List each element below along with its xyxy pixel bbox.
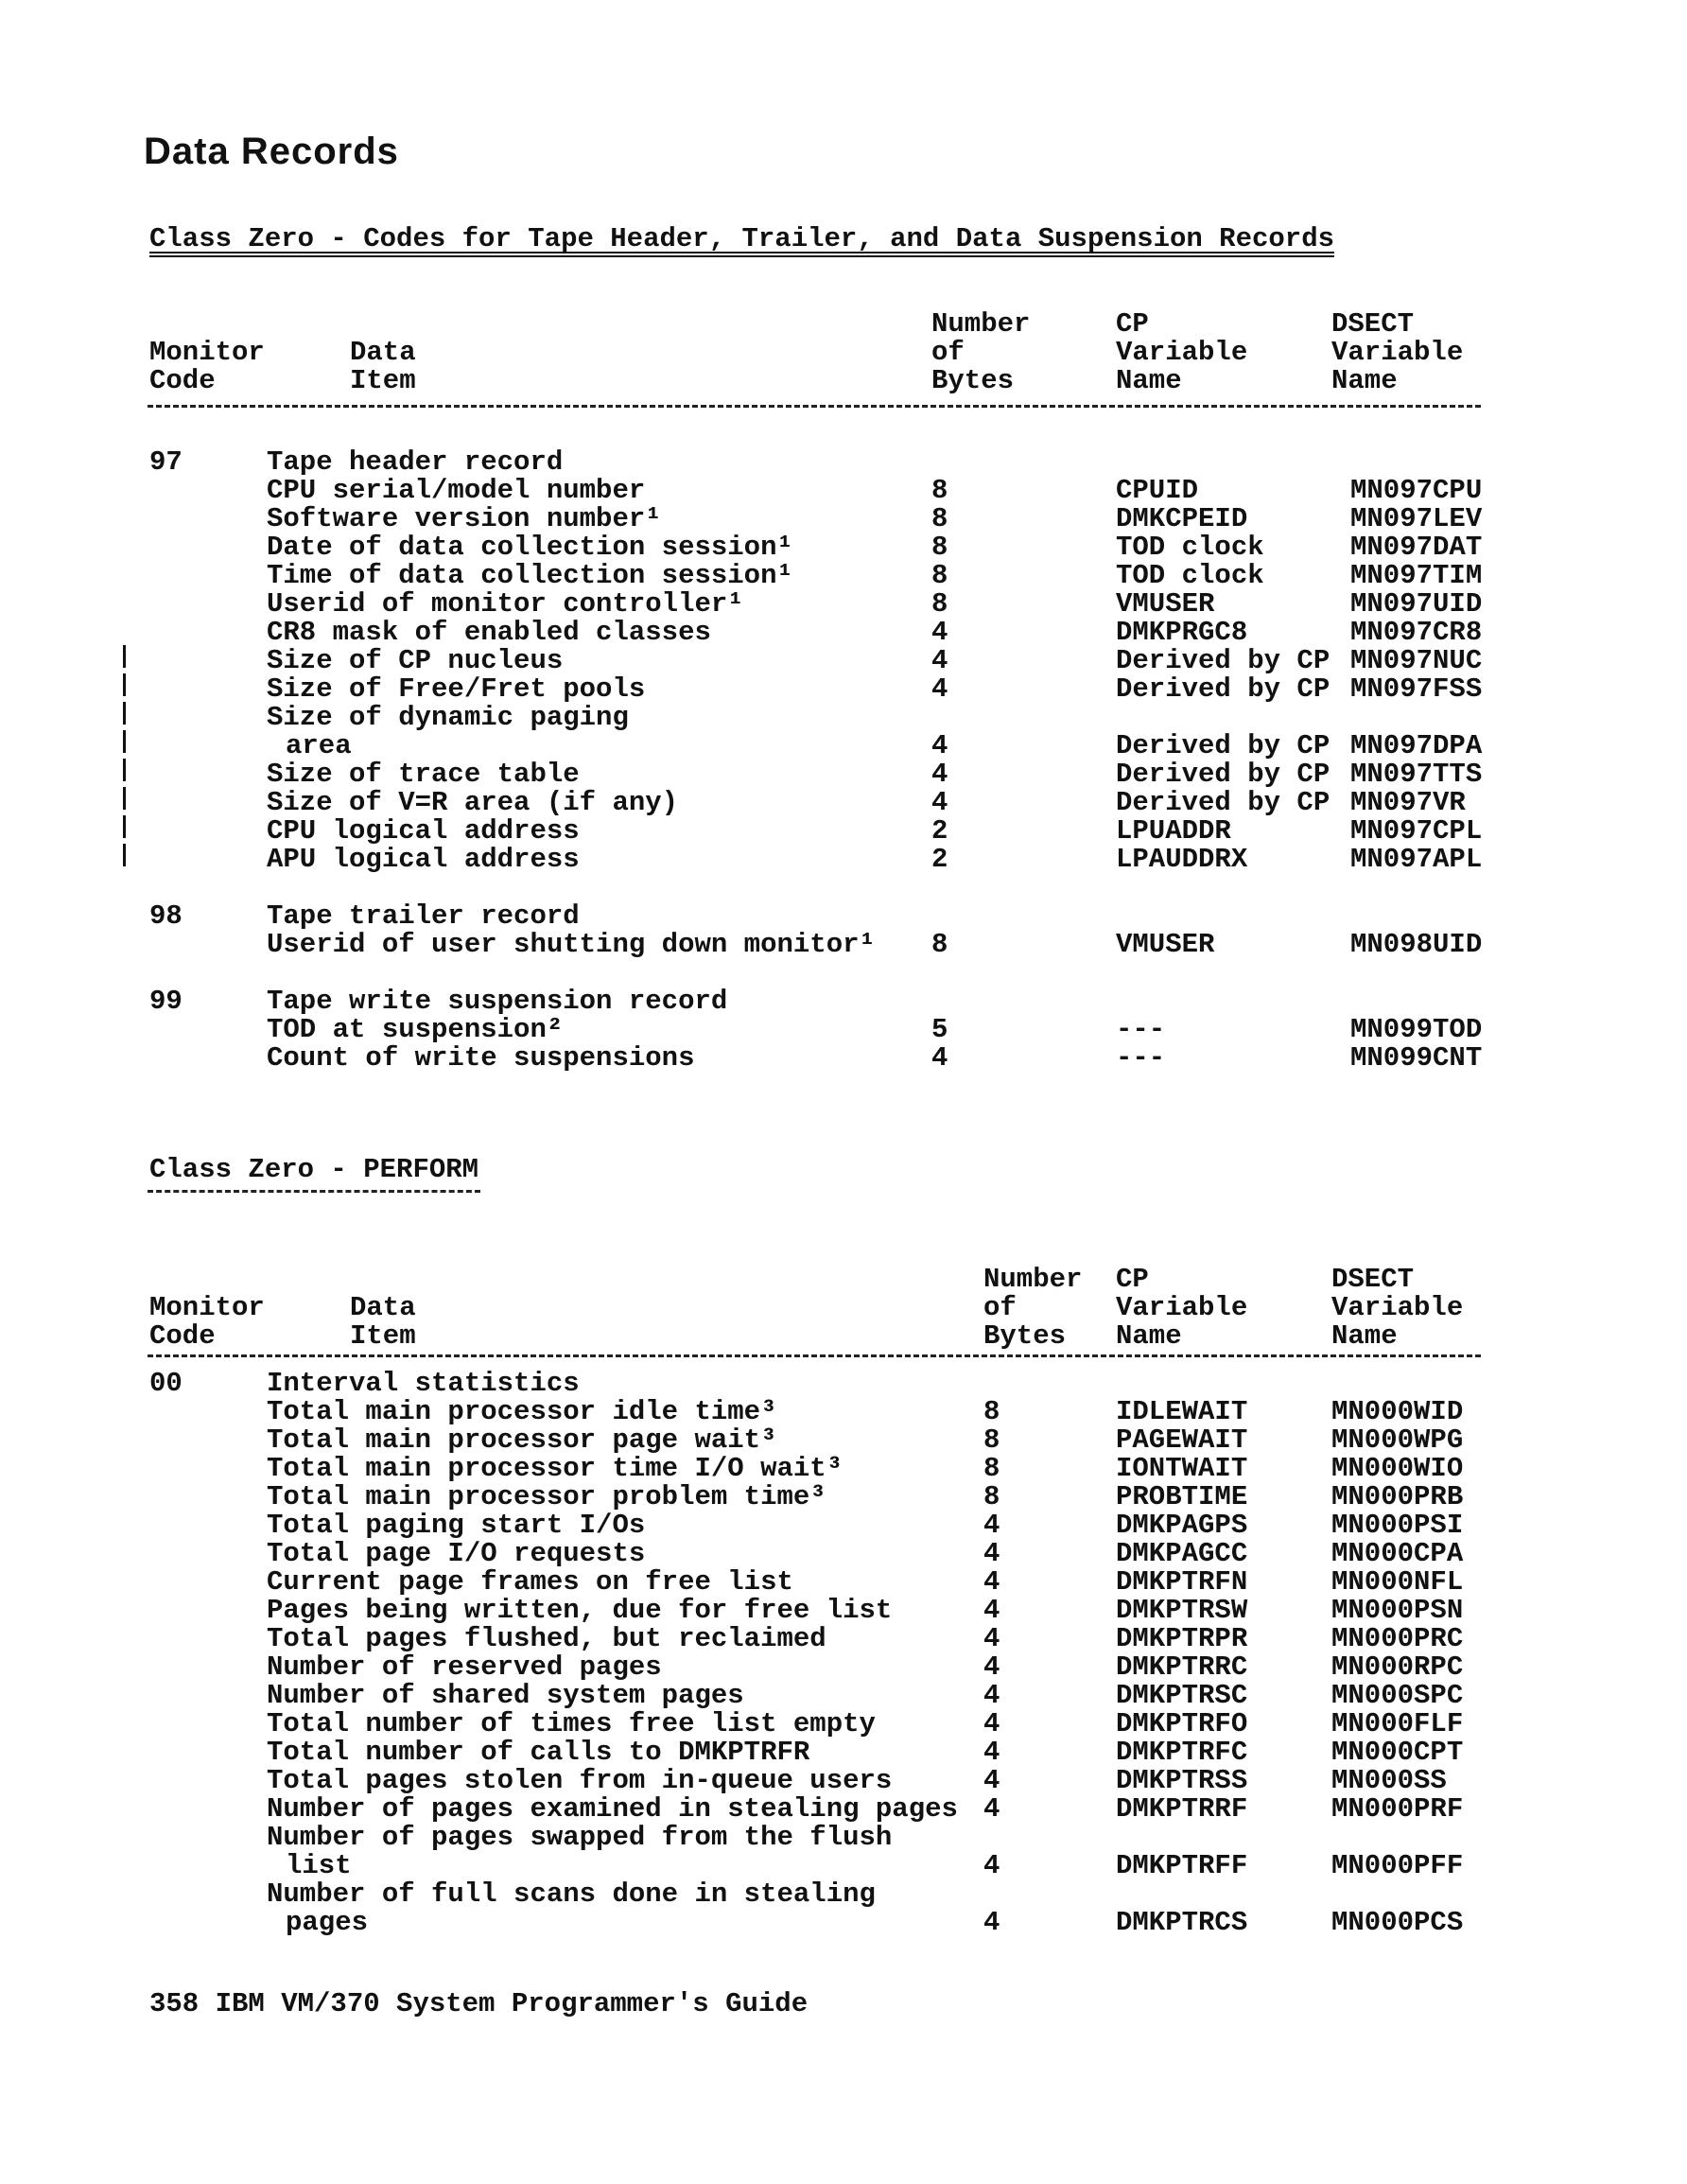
data-item: Number of shared system pages (267, 1680, 744, 1711)
byte-count: 4 (931, 759, 948, 790)
dsect-variable: MN000CPA (1331, 1538, 1464, 1569)
data-item: APU logical address (267, 844, 580, 875)
dsect-variable: MN000PFF (1331, 1850, 1464, 1881)
data-item: pages (286, 1907, 369, 1938)
dsect-variable: MN000PRC (1331, 1623, 1464, 1654)
header-code: Monitor (149, 1292, 265, 1323)
byte-count: 4 (931, 645, 948, 676)
section-title-tape-records: Class Zero - Codes for Tape Header, Trailer, and Data Suspension Records (149, 223, 1335, 254)
dsect-variable: MN097NUC (1350, 645, 1483, 676)
data-item: Number of reserved pages (267, 1651, 662, 1683)
dsect-variable: MN097UID (1350, 588, 1483, 620)
byte-count: 4 (983, 1623, 1000, 1654)
header-dsect: Name (1331, 1320, 1398, 1352)
byte-count: 8 (931, 588, 948, 620)
table-row (0, 1511, 1687, 1540)
data-item: Total main processor idle time³ (267, 1396, 777, 1427)
header-bytes: of (983, 1292, 1017, 1323)
table-row (0, 477, 1687, 505)
dsect-variable: MN099CNT (1350, 1042, 1483, 1074)
byte-count: 5 (931, 1014, 948, 1045)
byte-count: 4 (983, 1566, 1000, 1598)
header-item: Data (350, 337, 416, 368)
data-item: Time of data collection session¹ (267, 560, 793, 591)
dsect-variable: MN097APL (1350, 844, 1483, 875)
byte-count: 8 (931, 475, 948, 506)
table-row (0, 647, 1687, 675)
byte-count: 8 (931, 560, 948, 591)
data-item: Interval statistics (267, 1368, 580, 1399)
data-item: Number of pages examined in stealing pages (267, 1793, 958, 1825)
table-row (0, 1880, 1687, 1909)
dsect-variable: MN000PSN (1331, 1595, 1464, 1626)
data-item: Number of full scans done in stealing (267, 1878, 876, 1910)
dsect-variable: MN000CPT (1331, 1737, 1464, 1768)
header-cp: Variable (1116, 337, 1248, 368)
data-item: Software version number¹ (267, 503, 662, 534)
section-title-underline (148, 1190, 480, 1193)
data-item: CPU serial/model number (267, 475, 646, 506)
table-row (0, 590, 1687, 619)
dsect-variable: MN097VR (1350, 787, 1466, 818)
data-item: Size of V=R area (if any) (267, 787, 679, 818)
header-dsect: Name (1331, 365, 1398, 396)
cp-variable: DMKPTRFF (1116, 1850, 1248, 1881)
table-row (0, 1370, 1687, 1398)
data-item: Number of pages swapped from the flush (267, 1822, 893, 1853)
table-row (0, 1653, 1687, 1682)
table-row (0, 1398, 1687, 1426)
byte-count: 4 (983, 1680, 1000, 1711)
data-item: Size of CP nucleus (267, 645, 564, 676)
cp-variable: PAGEWAIT (1116, 1424, 1248, 1456)
page-footer: 358 IBM VM/370 System Programmer's Guide (149, 1988, 809, 2019)
byte-count: 4 (983, 1793, 1000, 1825)
data-item: Current page frames on free list (267, 1566, 793, 1598)
header-code: Monitor (149, 337, 265, 368)
dsect-variable: MN000PCS (1331, 1907, 1464, 1938)
data-item: Pages being written, due for free list (267, 1595, 893, 1626)
cp-variable: DMKPTRSS (1116, 1765, 1248, 1796)
table-row (0, 1426, 1687, 1455)
table-row (0, 1710, 1687, 1738)
cp-variable: DMKPTRSW (1116, 1595, 1248, 1626)
cp-variable: DMKPTRFN (1116, 1566, 1248, 1598)
cp-variable: --- (1116, 1014, 1166, 1045)
byte-count: 4 (931, 673, 948, 705)
header-cp: CP (1116, 308, 1149, 340)
table-row (0, 1625, 1687, 1653)
header-item: Item (350, 1320, 416, 1352)
cp-variable: Derived by CP (1116, 730, 1330, 761)
byte-count: 4 (983, 1510, 1000, 1541)
data-item: Date of data collection session¹ (267, 532, 793, 563)
dsect-variable: MN099TOD (1350, 1014, 1483, 1045)
table-row (0, 1568, 1687, 1597)
byte-count: 8 (983, 1481, 1000, 1512)
data-item: Total number of times free list empty (267, 1708, 876, 1739)
cp-variable: IDLEWAIT (1116, 1396, 1248, 1427)
table-row (0, 1795, 1687, 1824)
byte-count: 4 (983, 1651, 1000, 1683)
monitor-code: 98 (149, 900, 183, 932)
table-row (0, 1852, 1687, 1880)
dsect-variable: MN097LEV (1350, 503, 1483, 534)
byte-count: 4 (983, 1538, 1000, 1569)
dsect-variable: MN000WID (1331, 1396, 1464, 1427)
byte-count: 4 (983, 1708, 1000, 1739)
cp-variable: VMUSER (1116, 588, 1215, 620)
cp-variable: Derived by CP (1116, 673, 1330, 705)
table-row (0, 1738, 1687, 1767)
table-row (0, 846, 1687, 874)
data-item: Total main processor page wait³ (267, 1424, 777, 1456)
table-row (0, 505, 1687, 533)
cp-variable: Derived by CP (1116, 787, 1330, 818)
data-item: Total page I/O requests (267, 1538, 646, 1569)
cp-variable: DMKPTRPR (1116, 1623, 1248, 1654)
header-divider (148, 405, 1481, 408)
dsect-variable: MN097DAT (1350, 532, 1483, 563)
dsect-variable: MN000WPG (1331, 1424, 1464, 1456)
cp-variable: TOD clock (1116, 560, 1264, 591)
byte-count: 2 (931, 815, 948, 847)
byte-count: 4 (983, 1765, 1000, 1796)
data-item: Userid of user shutting down monitor¹ (267, 929, 876, 960)
byte-count: 4 (983, 1850, 1000, 1881)
cp-variable: DMKPTRCS (1116, 1907, 1248, 1938)
header-divider (148, 1354, 1481, 1357)
cp-variable: DMKPTRRC (1116, 1651, 1248, 1683)
dsect-variable: MN000PRF (1331, 1793, 1464, 1825)
data-item: Tape write suspension record (267, 986, 728, 1017)
header-item: Data (350, 1292, 416, 1323)
table-row (0, 448, 1687, 477)
monitor-code: 00 (149, 1368, 183, 1399)
dsect-variable: MN000RPC (1331, 1651, 1464, 1683)
cp-variable: Derived by CP (1116, 759, 1330, 790)
header-cp: CP (1116, 1264, 1149, 1295)
table-row (0, 675, 1687, 704)
cp-variable: IONTWAIT (1116, 1453, 1248, 1484)
dsect-variable: MN097FSS (1350, 673, 1483, 705)
table-row (0, 732, 1687, 760)
byte-count: 8 (931, 929, 948, 960)
cp-variable: Derived by CP (1116, 645, 1330, 676)
header-bytes: of (931, 337, 965, 368)
byte-count: 4 (983, 1595, 1000, 1626)
dsect-variable: MN000SPC (1331, 1680, 1464, 1711)
byte-count: 4 (931, 1042, 948, 1074)
header-bytes: Bytes (983, 1320, 1067, 1352)
table-row (0, 931, 1687, 959)
monitor-code: 99 (149, 986, 183, 1017)
cp-variable: DMKPTRSC (1116, 1680, 1248, 1711)
cp-variable: DMKCPEID (1116, 503, 1248, 534)
byte-count: 8 (983, 1424, 1000, 1456)
dsect-variable: MN000NFL (1331, 1566, 1464, 1598)
table-row (0, 1016, 1687, 1044)
header-dsect: Variable (1331, 1292, 1464, 1323)
data-item: Userid of monitor controller¹ (267, 588, 744, 620)
header-item: Item (350, 365, 416, 396)
header-dsect: DSECT (1331, 308, 1415, 340)
table-row (0, 533, 1687, 562)
table-row (0, 1597, 1687, 1625)
header-dsect: Variable (1331, 337, 1464, 368)
data-item: Total main processor time I/O wait³ (267, 1453, 844, 1484)
cp-variable: --- (1116, 1042, 1166, 1074)
data-item: Tape trailer record (267, 900, 580, 932)
byte-count: 4 (931, 617, 948, 648)
data-item: Tape header record (267, 446, 564, 478)
monitor-code: 97 (149, 446, 183, 478)
data-item: list (286, 1850, 352, 1881)
table-row (0, 817, 1687, 846)
header-bytes: Number (931, 308, 1031, 340)
data-item: TOD at suspension² (267, 1014, 564, 1045)
byte-count: 4 (983, 1907, 1000, 1938)
dsect-variable: MN000SS (1331, 1765, 1447, 1796)
data-item: Total pages flushed, but reclaimed (267, 1623, 826, 1654)
header-cp: Name (1116, 365, 1182, 396)
dsect-variable: MN097CR8 (1350, 617, 1483, 648)
data-item: Count of write suspensions (267, 1042, 695, 1074)
header-code: Code (149, 1320, 216, 1352)
data-item: Size of Free/Fret pools (267, 673, 646, 705)
dsect-variable: MN098UID (1350, 929, 1483, 960)
table-row (0, 902, 1687, 931)
table-row (0, 619, 1687, 647)
data-item: Size of trace table (267, 759, 580, 790)
byte-count: 8 (983, 1453, 1000, 1484)
cp-variable: CPUID (1116, 475, 1199, 506)
data-item: Total pages stolen from in-queue users (267, 1765, 893, 1796)
dsect-variable: MN000WIO (1331, 1453, 1464, 1484)
header-bytes: Number (983, 1264, 1083, 1295)
header-cp: Name (1116, 1320, 1182, 1352)
dsect-variable: MN097CPL (1350, 815, 1483, 847)
table-row (0, 1767, 1687, 1795)
data-item: Total number of calls to DMKPTRFR (267, 1737, 810, 1768)
byte-count: 4 (983, 1737, 1000, 1768)
table-row (0, 1824, 1687, 1852)
byte-count: 8 (931, 532, 948, 563)
header-cp: Variable (1116, 1292, 1248, 1323)
dsect-variable: MN097TIM (1350, 560, 1483, 591)
table-row (0, 1455, 1687, 1483)
section-title-perform: Class Zero - PERFORM (149, 1154, 479, 1185)
cp-variable: DMKPTRRF (1116, 1793, 1248, 1825)
cp-variable: DMKPAGCC (1116, 1538, 1248, 1569)
table-row (0, 987, 1687, 1016)
header-code: Code (149, 365, 216, 396)
table-row (0, 760, 1687, 789)
table-row (0, 1909, 1687, 1937)
table-row (0, 1682, 1687, 1710)
data-item: CR8 mask of enabled classes (267, 617, 711, 648)
page-title: Data Records (144, 131, 399, 172)
cp-variable: DMKPRGC8 (1116, 617, 1248, 648)
byte-count: 8 (983, 1396, 1000, 1427)
dsect-variable: MN097TTS (1350, 759, 1483, 790)
cp-variable: TOD clock (1116, 532, 1264, 563)
table-row (0, 704, 1687, 732)
cp-variable: LPUADDR (1116, 815, 1231, 847)
data-item: CPU logical address (267, 815, 580, 847)
byte-count: 4 (931, 787, 948, 818)
data-item: Size of dynamic paging (267, 702, 629, 733)
dsect-variable: MN000FLF (1331, 1708, 1464, 1739)
data-item: area (286, 730, 352, 761)
cp-variable: DMKPTRFO (1116, 1708, 1248, 1739)
header-dsect: DSECT (1331, 1264, 1415, 1295)
cp-variable: VMUSER (1116, 929, 1215, 960)
table-row (0, 1483, 1687, 1511)
dsect-variable: MN000PSI (1331, 1510, 1464, 1541)
table-row (0, 789, 1687, 817)
cp-variable: PROBTIME (1116, 1481, 1248, 1512)
byte-count: 2 (931, 844, 948, 875)
byte-count: 4 (931, 730, 948, 761)
table-row (0, 562, 1687, 590)
dsect-variable: MN097CPU (1350, 475, 1483, 506)
data-item: Total paging start I/Os (267, 1510, 646, 1541)
table-row (0, 1540, 1687, 1568)
byte-count: 8 (931, 503, 948, 534)
header-bytes: Bytes (931, 365, 1015, 396)
table-row (0, 1044, 1687, 1073)
cp-variable: DMKPTRFC (1116, 1737, 1248, 1768)
data-item: Total main processor problem time³ (267, 1481, 826, 1512)
cp-variable: LPAUDDRX (1116, 844, 1248, 875)
cp-variable: DMKPAGPS (1116, 1510, 1248, 1541)
dsect-variable: MN000PRB (1331, 1481, 1464, 1512)
dsect-variable: MN097DPA (1350, 730, 1483, 761)
